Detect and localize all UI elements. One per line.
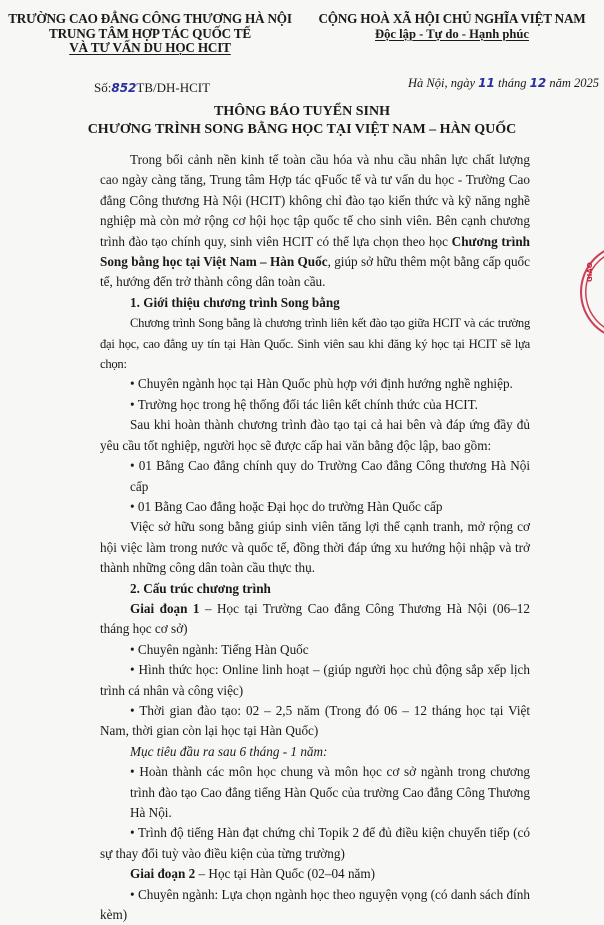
issuer-line-3: VÀ TƯ VẤN DU HỌC HCIT <box>69 40 231 55</box>
list-item: • 01 Bằng Cao đẳng hoặc Đại học do trường Hàn Quốc cấp <box>130 498 443 514</box>
document-body <box>100 150 530 925</box>
list-item: • Hoàn thành các môn học chung và môn học cơ sở ngành trong chương trình đào tạo Cao đẳng tiếng Hàn Quốc của trường Cao đẳng Công Thương Hà Nội. <box>130 764 531 820</box>
section-1-heading: 1. Giới thiệu chương trình Song bằng <box>130 294 340 310</box>
list-item: • Hình thức học: Online linh hoạt – (giúp người học chủ động sắp xếp lịch trình cá nhân và công việc) <box>100 662 530 698</box>
handwritten-number: 852 <box>111 81 137 95</box>
list-item: • Chuyên ngành: Lựa chọn ngành học theo nguyện vọng (có danh sách đính kèm) <box>100 886 530 923</box>
motto: Độc lập - Tự do - Hạnh phúc <box>375 26 529 41</box>
list-item: • Trường học trong hệ thống đối tác liên kết chính thức của HCIT. <box>130 396 478 412</box>
nation-name: CỘNG HOÀ XÃ HỘI CHỦ NGHĨA VIỆT NAM <box>318 11 586 26</box>
list-item: • Trình độ tiếng Hàn đạt chứng chỉ Topik 2 để đủ điều kiện chuyển tiếp (có sự thay đổi tuỳ vào điều kiện của từng trường) <box>100 825 530 861</box>
list-item: • Chuyên ngành học tại Hàn Quốc phù hợp với định hướng nghề nghiệp. <box>130 376 513 392</box>
list-item: • Chuyên ngành: Tiếng Hàn Quốc <box>130 641 309 657</box>
document-number: Số:852TB/DH-HCIT <box>94 80 211 95</box>
section-1-paragraph-3: Việc sở hữu song bằng giúp sinh viên tăng lợi thế cạnh tranh, mở rộng cơ hội việc làm trong nước và quốc tế, đồng thời đáp ứng xu hướng hội nhập và trở thành những công dân toàn cầu thực thụ. <box>100 519 530 576</box>
section-1-paragraph-1: Chương trình Song bằng là chương trình liên kết đào tạo giữa HCIT và các trường đại học, cao đẳng uy tín tại Hàn Quốc. Sinh viên sau khi đăng ký học tại HCIT sẽ lựa chọn: <box>100 316 530 372</box>
official-stamp-icon <box>580 244 604 340</box>
intro-paragraph: Trong bối cảnh nền kinh tế toàn cầu hóa và nhu cầu nhân lực chất lượng cao ngày càng tăng, Trung tâm Hợp tác qFuốc tế và tư vấn du học - Trường Cao đẳng Công thương Hà Nội (HCIT) không chỉ đào tạo kiến thức và kỹ năng nghề nghiệp mà còn mở rộng cơ hội học tập quốc tế cho sinh viên. Bên cạnh chương trình đào tạo chính quy, sinh viên HCIT có thể lựa chọn theo học Chương trình Song bằng học tại Việt Nam – Hàn Quốc, giúp sở hữu thêm một bằng cấp quốc tế, hướng đến trở thành công dân toàn cầu. <box>100 152 530 290</box>
list-item: • 01 Bằng Cao đẳng chính quy do Trường Cao đẳng Công thương Hà Nội cấp <box>130 458 530 494</box>
issuer-block <box>0 12 300 56</box>
issuer-line-2: TRUNG TÂM HỢP TÁC QUỐC TẾ <box>49 25 251 41</box>
document-subtitle: CHƯƠNG TRÌNH SONG BẰNG HỌC TẠI VIỆT NAM – HÀN QUỐC <box>87 122 517 137</box>
goal-label: Mục tiêu đầu ra sau 6 tháng - 1 năm: <box>130 743 328 759</box>
section-2-heading: 2. Cấu trúc chương trình <box>130 580 271 596</box>
handwritten-day: 11 <box>478 76 495 90</box>
issuer-line-1: TRƯỜNG CAO ĐẲNG CÔNG THƯƠNG HÀ NỘI <box>8 11 292 26</box>
section-1-paragraph-2: Sau khi hoàn thành chương trình đào tạo tại cả hai bên và đáp ứng đầy đủ yêu cầu tốt nghiệp, người học sẽ được cấp hai văn bằng độc lập, bao gồm: <box>100 417 530 453</box>
phase-1-heading: Giai đoạn 1 – Học tại Trường Cao đẳng Công Thương Hà Nội (06–12 tháng học cơ sở) <box>100 600 530 637</box>
phase-2-heading: Giai đoạn 2 – Học tại Hàn Quốc (02–04 năm) <box>130 866 376 882</box>
issue-date: Hà Nội, ngày 11 tháng 12 năm 2025 <box>408 76 600 90</box>
list-item: • Thời gian đào tạo: 02 – 2,5 năm (Trong đó 06 – 12 tháng học tại Việt Nam, thời gian còn lại học tại Hàn Quốc) <box>100 702 530 739</box>
stamp-text: GIÁO <box>586 262 594 282</box>
handwritten-month: 12 <box>529 76 547 90</box>
national-motto-block <box>300 12 604 42</box>
document-title: THÔNG BÁO TUYỂN SINH <box>214 104 390 119</box>
